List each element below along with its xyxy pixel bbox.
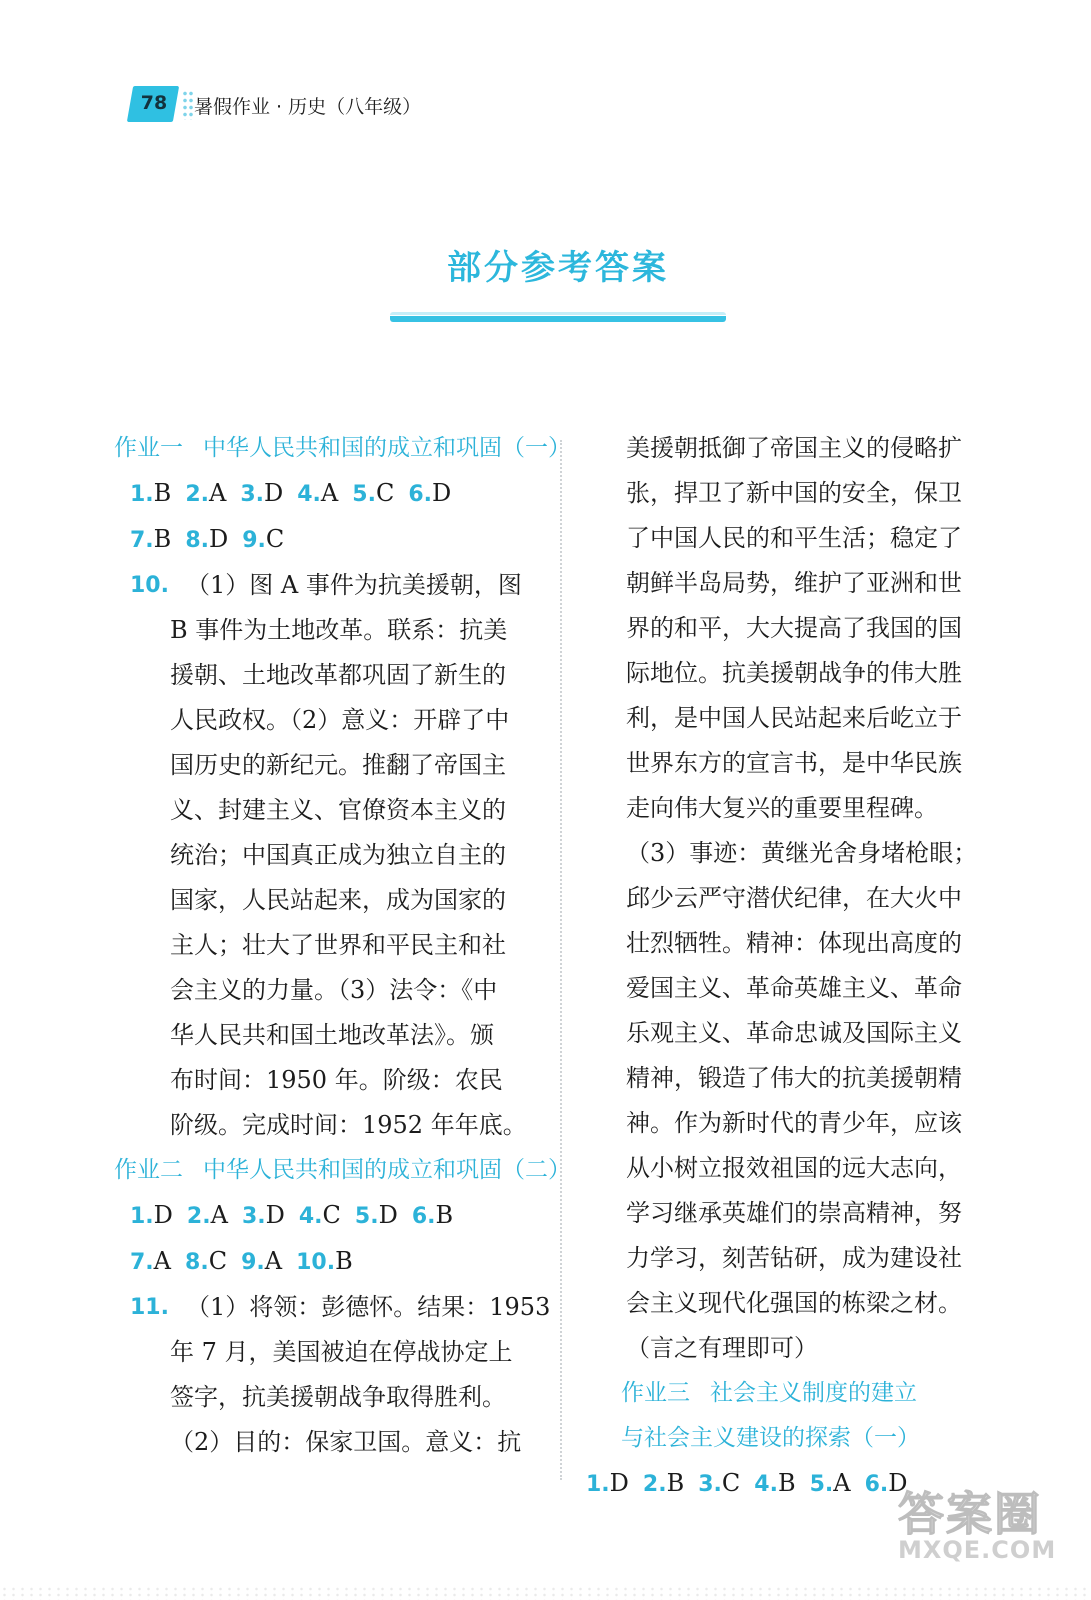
answer-choice: D <box>265 1201 285 1229</box>
answer-choice: A <box>833 1469 851 1497</box>
answer-number: 8. <box>185 528 209 553</box>
answer-line: 精神，锻造了伟大的抗美援朝精 <box>626 1064 962 1092</box>
answer-number: 6. <box>408 482 432 507</box>
answer-item <box>297 471 338 517</box>
answer-item <box>130 471 171 517</box>
answer-item <box>754 1461 795 1507</box>
answer-item <box>810 1461 851 1507</box>
answer-line: 援朝、土地改革都巩固了新生的 <box>170 661 506 689</box>
answer-line: 界的和平，大大提高了我国的国 <box>626 614 962 642</box>
answer-choice: C <box>322 1201 341 1229</box>
answer-number: 1. <box>586 1472 610 1497</box>
answer-choice: B <box>153 479 172 507</box>
answer-choice: A <box>210 1201 228 1229</box>
continued-answer <box>586 426 996 1371</box>
answer-line: 年 7 月，美国被迫在停战协定上 <box>170 1338 513 1366</box>
answer-item <box>412 1193 453 1239</box>
answer-number: 7. <box>130 528 154 553</box>
answer-choice: D <box>153 1201 173 1229</box>
watermark-logo <box>898 1478 1068 1568</box>
answer-line: 际地位。抗美援朝战争的伟大胜 <box>626 659 962 687</box>
answer-line: （言之有理即可） <box>626 1334 818 1362</box>
answer-number: 10. <box>296 1250 336 1275</box>
answer-choice: D <box>431 479 452 507</box>
answer-row <box>114 517 554 563</box>
answer-item <box>698 1461 740 1507</box>
answer-item <box>242 517 284 563</box>
answer-item <box>187 1193 228 1239</box>
answer-number: 4. <box>754 1472 778 1497</box>
answer-line: 利，是中国人民站起来后屹立于 <box>626 704 962 732</box>
answer-choice: A <box>320 479 339 507</box>
section-heading-1 <box>114 426 571 471</box>
watermark-text: 答案圈 <box>898 1487 1042 1541</box>
answer-number: 6. <box>411 1204 436 1229</box>
answer-line: 义、封建主义、官僚资本主义的 <box>170 796 506 824</box>
section-title: 中华人民共和国的成立和巩固（二） <box>203 1157 571 1183</box>
answer-line: 神。作为新时代的青少年，应该 <box>626 1109 962 1137</box>
answer-line: （2）目的：保家卫国。意义：抗 <box>170 1428 522 1456</box>
answer-line: 朝鲜半岛局势，维护了亚洲和世 <box>626 569 962 597</box>
answer-line: 会主义的力量。（3）法令：《中 <box>170 976 498 1004</box>
answer-choice: B <box>335 1247 353 1275</box>
answer-line: 签字，抗美援朝战争取得胜利。 <box>170 1383 506 1411</box>
answer-choice: D <box>609 1469 629 1497</box>
answer-line: 主人；壮大了世界和平民主和社 <box>170 931 506 959</box>
section-heading-3-cont <box>586 1416 996 1461</box>
answer-item <box>296 1239 353 1285</box>
section-heading-2 <box>114 1148 571 1193</box>
section-label: 作业三 <box>621 1380 690 1406</box>
answer-line: 世界东方的宣言书，是中华民族 <box>626 749 962 777</box>
answer-choice: B <box>153 525 172 553</box>
question-number: 10. <box>130 573 169 598</box>
page-title: 部分参考答案 <box>447 248 669 288</box>
answer-choice: A <box>264 1247 283 1275</box>
answer-line: 爱国主义、革命英雄主义、革命 <box>626 974 962 1002</box>
answer-choice: C <box>375 479 395 507</box>
section-title: 社会主义制度的建立 <box>710 1380 917 1406</box>
answer-line: 统治；中国真正成为独立自主的 <box>170 841 506 869</box>
answer-number: 2. <box>186 1204 211 1229</box>
answer-item <box>408 471 451 517</box>
book-title: 暑假作业 · 历史（八年级） <box>194 96 422 118</box>
answer-line: 乐观主义、革命忠诚及国际主义 <box>626 1019 962 1047</box>
answer-line: 张，捍卫了新中国的安全，保卫 <box>626 479 962 507</box>
answer-choice: B <box>666 1469 685 1497</box>
question-10 <box>114 563 554 1148</box>
answer-row <box>114 1239 554 1285</box>
answer-item <box>586 1461 629 1507</box>
answer-number: 6. <box>864 1472 889 1497</box>
answer-number: 5. <box>354 1204 379 1229</box>
answer-line: 了中国人民的和平生活；稳定了 <box>626 524 962 552</box>
answer-line: B 事件为土地改革。联系：抗美 <box>170 616 508 644</box>
answer-number: 9. <box>242 528 266 553</box>
answer-number: 2. <box>642 1472 667 1497</box>
answer-line: 美援朝抵御了帝国主义的侵略扩 <box>626 434 962 462</box>
section-title: 中华人民共和国的成立和巩固（一） <box>203 435 571 461</box>
answer-item <box>185 517 228 563</box>
answer-choice: B <box>777 1469 796 1497</box>
page-bottom-edge <box>0 1586 1091 1600</box>
answer-row <box>114 1193 554 1239</box>
answer-item <box>242 1193 285 1239</box>
answer-line: 人民政权。（2）意义：开辟了中 <box>170 706 510 734</box>
answer-choice: D <box>888 1469 908 1497</box>
answer-item <box>130 517 171 563</box>
answer-choice: D <box>378 1201 398 1229</box>
answer-choice: B <box>435 1201 454 1229</box>
answer-choice: C <box>721 1469 741 1497</box>
watermark-url: MXQE.COM <box>898 1536 1057 1564</box>
answer-number: 4. <box>297 482 321 507</box>
section-label: 作业一 <box>114 435 183 461</box>
dot-divider <box>182 90 194 120</box>
answer-line: 国历史的新纪元。推翻了帝国主 <box>170 751 506 779</box>
answer-line: 国家，人民站起来，成为国家的 <box>170 886 506 914</box>
page-number: 78 <box>140 92 168 114</box>
answer-number: 3. <box>240 482 264 507</box>
answer-number: 9. <box>241 1250 265 1275</box>
answer-number: 5. <box>809 1472 834 1497</box>
right-column <box>586 426 996 1507</box>
answer-number: 3. <box>698 1472 722 1497</box>
answer-item <box>643 1461 684 1507</box>
section-heading-3 <box>586 1371 996 1416</box>
answer-item <box>130 1239 171 1285</box>
answer-line: 阶级。完成时间：1952 年年底。 <box>170 1111 527 1139</box>
answer-line: （1）将领：彭德怀。结果：1953 <box>186 1293 551 1321</box>
answer-line: 华人民共和国土地改革法》。颁 <box>170 1021 494 1049</box>
answer-line: 走向伟大复兴的重要里程碑。 <box>626 794 938 822</box>
answer-row <box>114 471 554 517</box>
answer-number: 4. <box>298 1204 323 1229</box>
answer-line: （1）图 A 事件为抗美援朝，图 <box>186 571 522 599</box>
answer-item <box>240 471 283 517</box>
answer-choice: D <box>264 479 284 507</box>
answer-number: 7. <box>130 1250 154 1275</box>
answer-choice: C <box>265 525 285 553</box>
answer-item <box>241 1239 282 1285</box>
column-divider <box>560 440 562 1480</box>
answer-item <box>185 1239 227 1285</box>
answer-number: 2. <box>185 482 209 507</box>
answer-number: 1. <box>130 482 154 507</box>
answer-line: 从小树立报效祖国的远大志向， <box>626 1154 962 1182</box>
left-column <box>114 426 571 1465</box>
answer-line: 壮烈牺牲。精神：体现出高度的 <box>626 929 962 957</box>
answer-choice: C <box>208 1247 228 1275</box>
answer-number: 8. <box>185 1250 209 1275</box>
answer-item <box>352 471 394 517</box>
answer-line: 布时间：1950 年。阶级：农民 <box>170 1066 503 1094</box>
section-title-cont: 与社会主义建设的探索（一） <box>621 1425 920 1451</box>
answer-line: 力学习，刻苦钻研，成为建设社 <box>626 1244 962 1272</box>
question-11 <box>114 1285 554 1465</box>
title-underline <box>390 312 726 322</box>
answer-item <box>185 471 226 517</box>
answer-line: 邱少云严守潜伏纪律，在大火中 <box>626 884 962 912</box>
answer-choice: A <box>208 479 227 507</box>
answer-line: （3）事迹：黄继光舍身堵枪眼； <box>626 839 978 867</box>
answer-line: 学习继承英雄们的崇高精神，努 <box>626 1199 962 1227</box>
answer-line: 会主义现代化强国的栋梁之材。 <box>626 1289 962 1317</box>
answer-item <box>130 1193 173 1239</box>
answer-number: 3. <box>241 1204 266 1229</box>
question-number: 11. <box>130 1295 169 1320</box>
answer-item <box>299 1193 341 1239</box>
answer-choice: A <box>153 1247 172 1275</box>
answer-number: 5. <box>352 482 376 507</box>
answer-choice: D <box>208 525 229 553</box>
section-label: 作业二 <box>114 1157 183 1183</box>
answer-number: 1. <box>130 1204 154 1229</box>
answer-item <box>355 1193 398 1239</box>
